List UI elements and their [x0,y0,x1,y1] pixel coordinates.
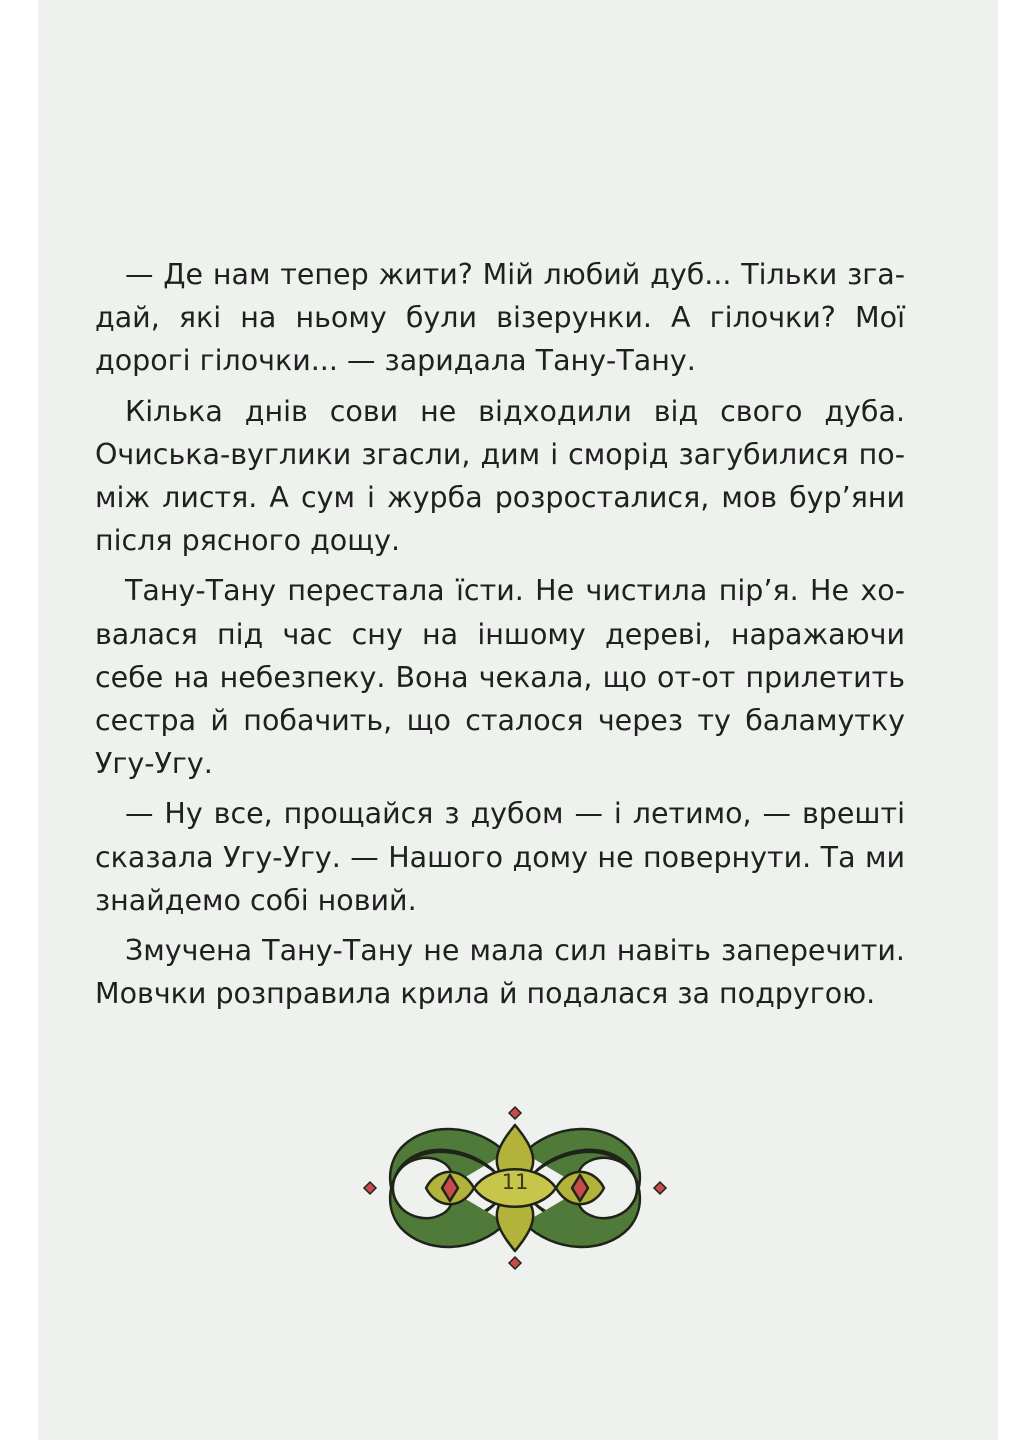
paragraph-5: Змучена Тану-Тану не мала сил навіть заперечити. Мовчки розправила крила й подалася за подругою. [95,934,905,1011]
page-number-ornament [356,1103,674,1273]
book-page [38,0,998,1440]
paragraph-1: — Де нам тепер жити? Мій любий дуб... Тільки згадай, які на ньому були візерунки. А гілочки? Мої дорогі гілочки... — заридала Тану-Тану. [95,258,905,378]
paragraph-3: Тану-Тану перестала їсти. Не чистила пір’я. Не ховалася під час сну на іншому дереві, наражаючи себе на небезпеку. Вона чекала, що от-от прилетить сестра й побачить, що сталося через ту баламутку Угу-Угу. [95,574,905,781]
page-number: 11 [501,1170,529,1194]
paragraph-4: — Ну все, прощайся з дубом — і летимо, — врешті сказала Угу-Угу. — Нашого дому не повернути. Та ми знайдемо собі новий. [95,797,905,917]
page-text [95,253,905,1022]
paragraph-2: Кілька днів сови не відходили від свого дуба. Очиська-вуглики згасли, дим і сморід загубилися поміж листя. А сум і журба розросталися, мов бур’яни після рясного дощу. [95,394,905,558]
